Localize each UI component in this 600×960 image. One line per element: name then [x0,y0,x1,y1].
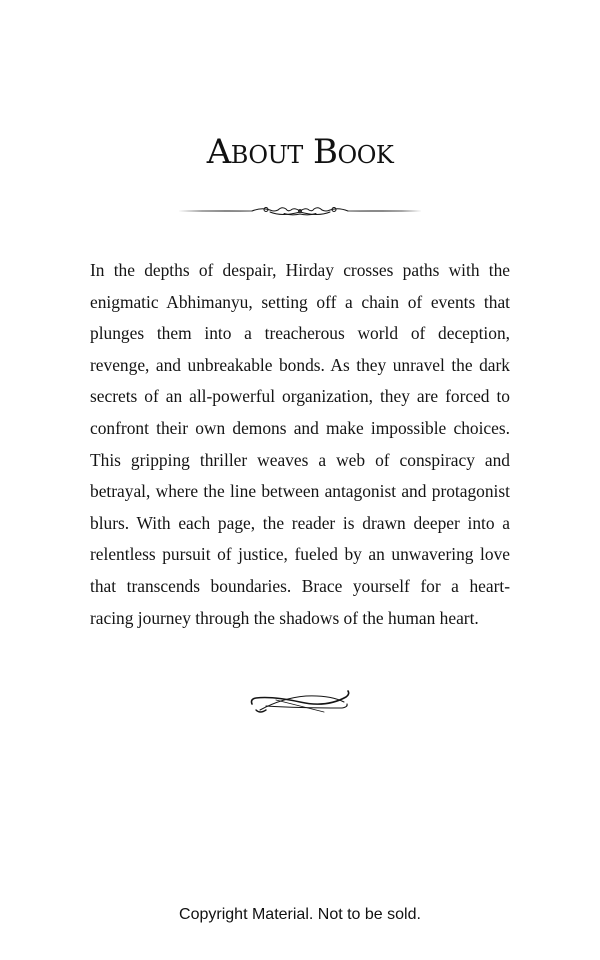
flourish-icon [246,686,354,718]
book-description: In the depths of despair, Hirday crosses paths with the enigmatic Abhimanyu, setting off a chain of events that plunges them into a treacherous world of deception, revenge, and unbreakable bonds. As they unravel the dark secrets of an all-powerful organization, they are forced to confront their own demons and make impossible choices. This gripping thriller weaves a web of conspiracy and betrayal, where the line between antagonist and protagonist blurs. With each page, the reader is drawn deeper into a relentless pursuit of justice, fueled by an unwavering love that transcends boundaries. Brace yourself for a heart-racing journey through the shadows of the human heart. [90,260,510,628]
page-title: About Book [206,132,394,172]
scroll-divider-icon [174,198,426,224]
copyright-notice: Copyright Material. Not to be sold. [179,906,421,923]
